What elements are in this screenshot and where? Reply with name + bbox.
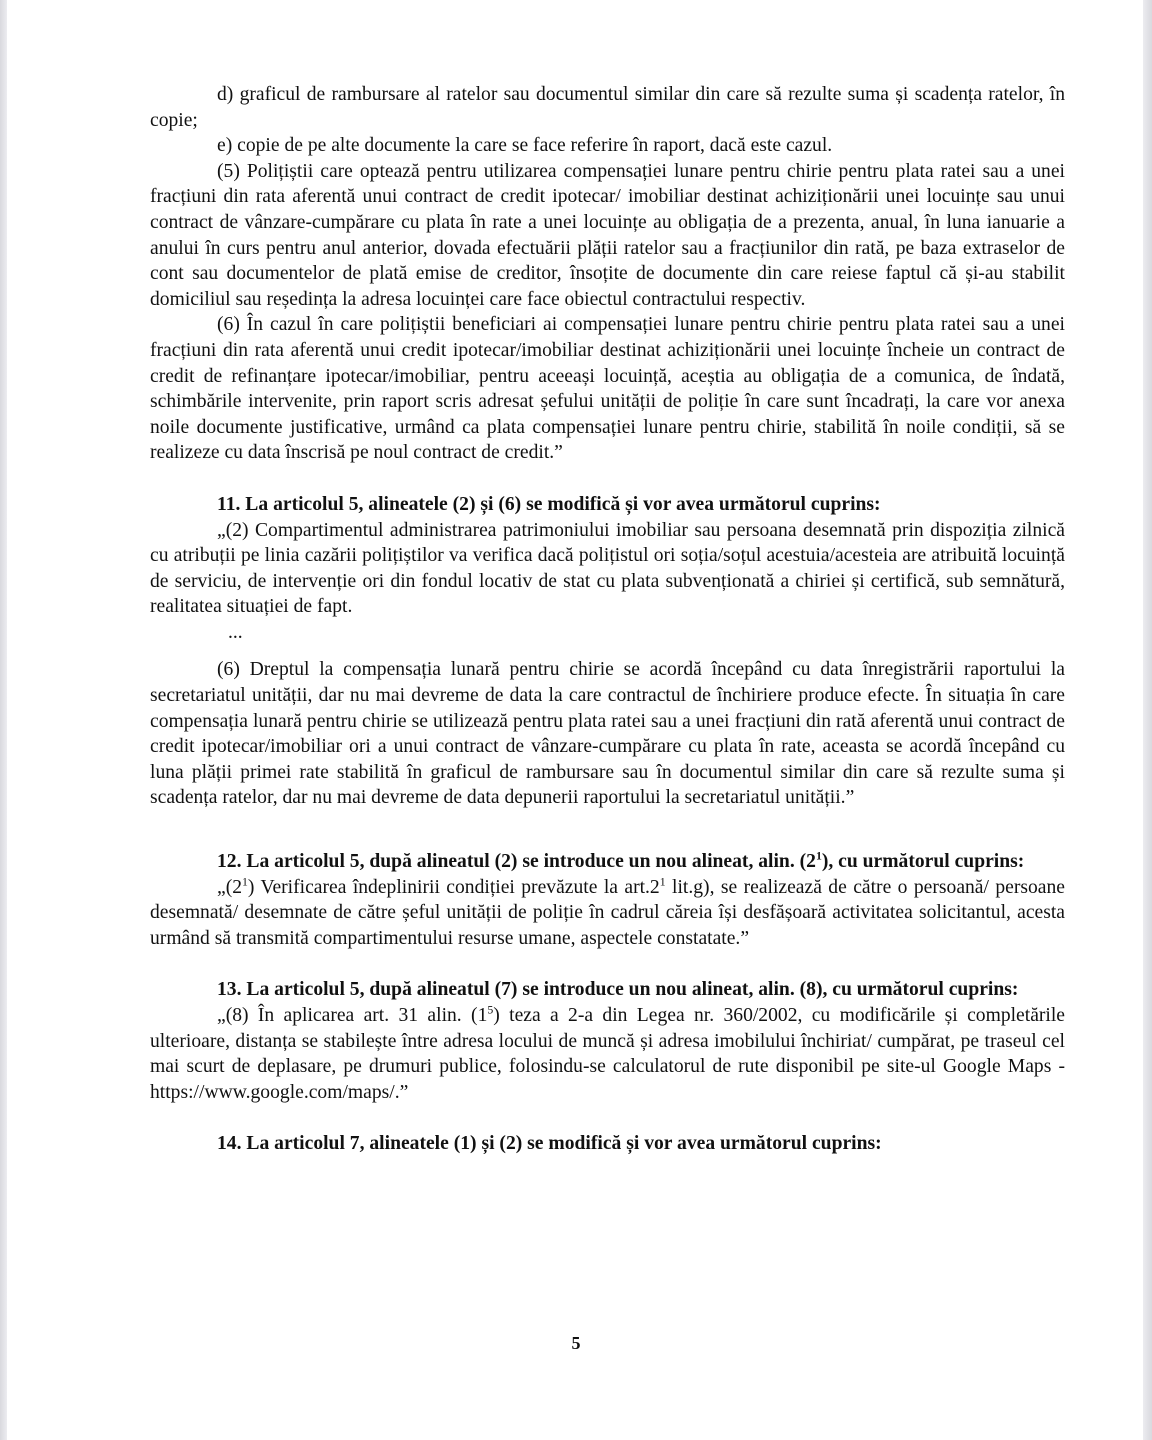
spacer xyxy=(150,1105,1065,1131)
amendment-12-heading xyxy=(150,849,1065,875)
amendment-11-para-2: „(2) Compartimentul administrarea patrimoniului imobiliar sau persoana desemnată prin dispoziția zilnică cu atribuții pe linia cazării polițiștilor va verifica dacă polițistul ori soția/soțul acestuia/acesteia are atribuită locuință de serviciu, de intervenție ori din fondul locativ de stat cu plata subvenționată a chiriei și certifică, sub semnătură, realitatea situației de fapt. xyxy=(150,519,1065,618)
heading-text: ), cu următorul cuprins: xyxy=(821,851,1025,873)
heading-text: 12. La articolul 5, după alineatul (2) se introduce un nou alineat, alin. (2 xyxy=(217,851,816,873)
amendment-13 xyxy=(150,977,1065,1105)
amendment-11 xyxy=(150,492,1065,811)
amendment-13-heading: 13. La articolul 5, după alineatul (7) se introduce un nou alineat, alin. (8), cu următorul cuprins: xyxy=(217,979,1019,1001)
viewer-right-edge xyxy=(1143,0,1152,1440)
paragraph-6: (6) În cazul în care polițiștii beneficiari ai compensației lunare pentru chirie pentru plata ratei sau a unei fracțiuni din rata aferentă unui credit ipotecar/imobiliar destinat achiziționării unei locuințe încheie un contract de credit de refinanțare ipotecar/imobiliar, pentru aceeași locuință, aceștia au obligația de a comunica, de îndată, schimbările intervenite, prin raport scris adresat șefului unității de poliție în care sunt încadrați, la care vor anexa noile documente justificative, urmând ca plata compensației lunare pentru chirie, stabilită în noile condiții, să se realizeze cu data înscrisă pe noul contract de credit.” xyxy=(150,314,1065,464)
paragraph-5: (5) Polițiștii care optează pentru utilizarea compensației lunare pentru chirie pentru plata ratei sau a unei fracțiuni din rata aferentă unui contract de credit ipotecar/ imobiliar destinat achiziționării unei locuințe sau unui contract de vânzare-cumpărare cu plata în rate a unei locuințe au obligația de a prezenta, anual, în luna ianuarie a anului în curs pentru anul anterior, dovada efectuării plății ratelor sau a fracțiunilor din rată, pe baza extraselor de cont sau documentelor de plată emise de creditor, însoțite de documente din care reiese faptul că și-au stabilit domiciliul sau reședința la adresa locuinței care face obiectul contractului respectiv. xyxy=(150,160,1065,310)
ellipsis: ... xyxy=(228,621,243,643)
amendment-14 xyxy=(150,1131,1065,1157)
spacer xyxy=(150,811,1065,849)
spacer xyxy=(150,951,1065,977)
document-page xyxy=(150,82,1065,1157)
spacer xyxy=(150,466,1065,492)
body-text: lit.g), se realizează de către o persoană/ persoane desemnată/ desemnate de către șeful unității de poliție în cadrul căreia își desfășoară activitatea solicitantul, acesta urmând să transmită compartimentului resurse umane, aspectele constatate.” xyxy=(150,876,1065,949)
amendment-11-heading: 11. La articolul 5, alineatele (2) și (6) se modifică și vor avea următorul cuprins: xyxy=(217,493,881,515)
superscript: 1 xyxy=(659,874,666,888)
superscript: 1 xyxy=(815,849,822,863)
page-number: 5 xyxy=(571,1333,581,1353)
amendment-14-heading: 14. La articolul 7, alineatele (1) și (2) se modifică și vor avea următorul cuprins: xyxy=(217,1133,882,1155)
body-text: „(2 xyxy=(217,876,243,898)
paragraph-d: d) graficul de rambursare al ratelor sau documentul similar din care să rezulte suma și scadența ratelor, în copie; xyxy=(150,84,1065,131)
body-text: ) Verificarea îndeplinirii condiției prevăzute la art.2 xyxy=(247,876,660,898)
amendment-12 xyxy=(150,849,1065,951)
amendment-11-para-6: (6) Dreptul la compensația lunară pentru chirie se acordă începând cu data înregistrării raportului la secretariatul unității, dar nu mai devreme de data la care contractul de închiriere produce efecte. În situația în care compensația lunară pentru chirie se utilizează pentru plata ratei sau a unei fracțiuni din rată aferentă unui contract de credit ipotecar/imobiliar ori a unui contract de vânzare-cumpărare cu plata în rate, aceasta se acordă începând cu luna plății primei rate stabilită în graficul de rambursare sau în documentul similar din care să rezulte suma și scadența ratelor, dar nu mai devreme de data depunerii raportului la secretariatul unității.” xyxy=(150,659,1065,809)
superscript: 5 xyxy=(487,1003,494,1017)
body-text: „(8) În aplicarea art. 31 alin. (1 xyxy=(217,1005,488,1026)
amendment-13-body xyxy=(150,1003,1065,1105)
body-text: ) teza a 2-a din Legea nr. 360/2002, cu modificările și completările ulterioare, distanța se stabilește între adresa locului de muncă și adresa imobilului închiriat/ cumpărat, pe traseul cel mai scurt de deplasare, pe drumuri publice, folosindu-se calculatorul de rute disponibil pe site-ul Google Maps - https://www.google.com/maps/.” xyxy=(150,1005,1065,1103)
superscript: 1 xyxy=(242,874,248,888)
spacer xyxy=(150,645,1065,657)
amendment-12-body xyxy=(150,875,1065,952)
paragraph-e: e) copie de pe alte documente la care se face referire în raport, dacă este cazul. xyxy=(217,135,833,157)
viewer-left-edge xyxy=(0,0,7,1440)
